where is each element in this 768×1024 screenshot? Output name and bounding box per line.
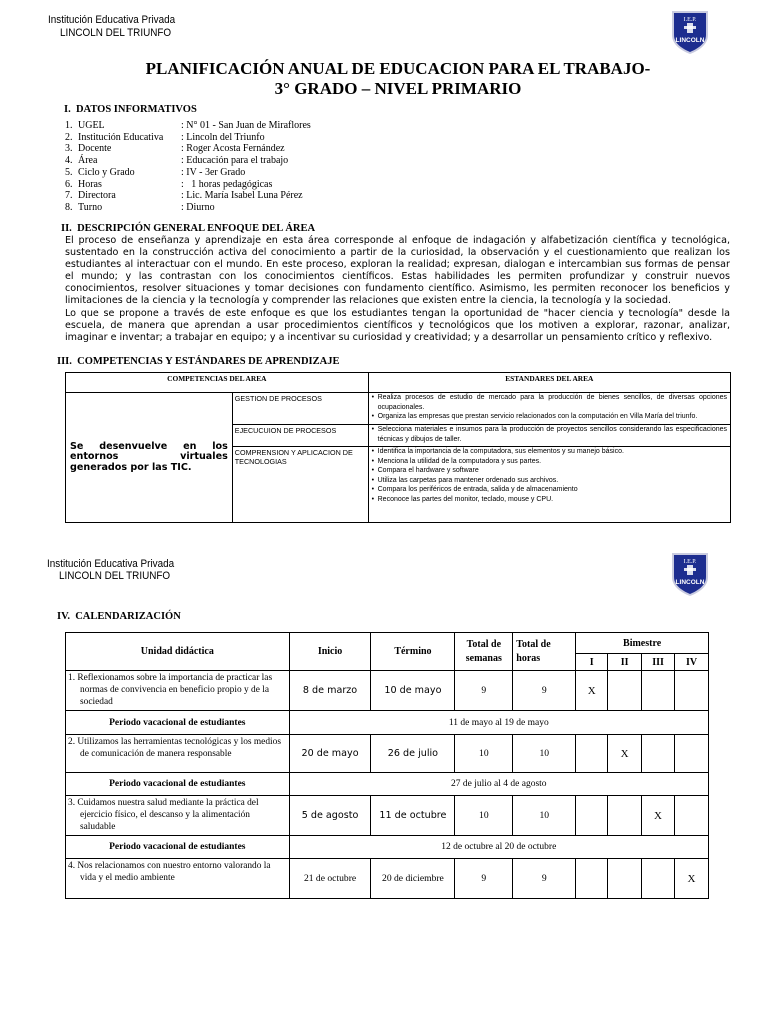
- table-row: [66, 735, 709, 773]
- capacidad-cell: EJECUCUION DE PROCESOS: [232, 425, 368, 447]
- vacation-label: Periodo vacacional de estudiantes: [66, 773, 290, 796]
- unit-cell: [66, 735, 290, 773]
- logo-main-text: LINCOLN: [675, 37, 705, 44]
- vacation-label: Periodo vacacional de estudiantes: [66, 836, 290, 859]
- info-value: : 1 horas pedagógicas: [181, 178, 273, 190]
- section-1-heading: [64, 104, 197, 115]
- estandares-cell: [368, 447, 730, 523]
- table-row: [66, 859, 709, 899]
- bimestre-2-mark: [608, 671, 642, 711]
- col-header-unidad: Unidad didáctica: [66, 633, 290, 671]
- list-item: • Compara el hardware y software: [372, 466, 727, 476]
- section-4-heading: [57, 611, 181, 622]
- section-3-number: III.: [57, 356, 72, 367]
- calendar-table: [65, 632, 709, 899]
- section-2-heading: [61, 223, 315, 234]
- list-item: • Compara los periféricos de entrada, salida y de almacenamiento: [372, 485, 727, 495]
- col-header-bimestre-1: I: [576, 654, 608, 671]
- section-4-title: CALENDARIZACIÓN: [75, 611, 181, 622]
- vacation-label: Periodo vacacional de estudiantes: [66, 711, 290, 735]
- logo-top-text: I.E.P.: [683, 559, 697, 565]
- institution-name-page-2: LINCOLN DEL TRIUNFO: [59, 570, 171, 582]
- estandares-cell: [368, 393, 730, 425]
- vacation-row: [66, 711, 709, 735]
- info-num: 1.: [65, 120, 73, 131]
- capacidad-cell: GESTION DE PROCESOS: [232, 393, 368, 425]
- info-num: 2.: [65, 131, 73, 143]
- semanas-cell: 10: [455, 796, 513, 836]
- section-1-number: I.: [64, 104, 71, 115]
- col-header-bimestre-4: IV: [675, 654, 709, 671]
- info-label: Directora: [78, 190, 116, 202]
- info-label: Institución Educativa: [78, 131, 164, 143]
- bimestre-2-mark: [608, 859, 642, 899]
- info-num: 6.: [65, 178, 73, 190]
- bimestre-3-mark: [642, 671, 675, 711]
- logo-main-text: LINCOLN: [675, 579, 705, 586]
- col-header-termino: Término: [371, 633, 455, 671]
- section-3-title: COMPETENCIAS Y ESTÁNDARES DE APRENDIZAJE: [77, 356, 340, 367]
- list-item: • Reconoce las partes del monitor, teclado, mouse y CPU.: [372, 495, 727, 505]
- col-header-bimestre-2: II: [608, 654, 642, 671]
- info-label: Turno: [78, 201, 103, 213]
- competencia-cell: Se desenvuelve en los entornos virtuales generados por las TIC.: [66, 393, 233, 523]
- title-line-1: PLANIFICACIÓN ANUAL DE EDUCACION PARA EL TRABAJO-: [145, 59, 651, 78]
- school-logo-page-2: [670, 551, 710, 602]
- institution-type-page-2: Institución Educativa Privada: [47, 558, 175, 570]
- termino-cell: 10 de mayo: [371, 671, 455, 711]
- unit-cell: [66, 859, 290, 899]
- bimestre-1-mark: [576, 859, 608, 899]
- col-header-horas: Total de horas: [513, 633, 576, 671]
- info-value: : Educación para el trabajo: [181, 155, 289, 167]
- col-header-inicio: Inicio: [289, 633, 371, 671]
- list-item: • Organiza las empresas que prestan servicio relacionados con la computación en Villa María del triunfo.: [372, 412, 727, 422]
- unit-text: 1. Reflexionamos sobre la importancia de practicar las normas de convivencia en beneficio propio y de la sociedad: [68, 673, 273, 707]
- info-value: : Lic. María Isabel Luna Pérez: [181, 190, 303, 202]
- inicio-cell: 20 de mayo: [289, 735, 371, 773]
- info-label: Área: [78, 155, 98, 167]
- bimestre-2-mark: X: [608, 735, 642, 773]
- section-1-title: DATOS INFORMATIVOS: [75, 104, 197, 115]
- info-num: 5.: [65, 166, 73, 178]
- capacidad-cell: COMPRENSION Y APLICACION DE TECNOLOGIAS: [232, 447, 368, 523]
- estandares-cell: [368, 425, 730, 447]
- horas-cell: 10: [513, 735, 576, 773]
- termino-cell: 20 de diciembre: [371, 859, 455, 899]
- vacation-row: [66, 836, 709, 859]
- inicio-cell: 8 de marzo: [289, 671, 371, 711]
- title-line-2: 3° GRADO – NIVEL PRIMARIO: [274, 79, 522, 98]
- col-header-bimestre: Bimestre: [576, 633, 709, 654]
- bimestre-3-mark: [642, 735, 675, 773]
- bimestre-4-mark: [675, 796, 709, 836]
- bimestre-1-mark: [576, 796, 608, 836]
- bimestre-1-mark: [576, 735, 608, 773]
- vacation-range: 11 de mayo al 19 de mayo: [289, 711, 708, 735]
- info-label: Docente: [78, 143, 112, 155]
- horas-cell: 10: [513, 796, 576, 836]
- list-item: • Realiza procesos de estudio de mercado para la producción de bienes sencillos, de diversas opciones ocupacionales.: [372, 393, 727, 412]
- info-list: [65, 120, 465, 216]
- unit-cell: [66, 796, 290, 836]
- col-header-estandares: ESTANDARES DEL AREA: [368, 373, 730, 393]
- bimestre-4-mark: X: [675, 859, 709, 899]
- info-label: Horas: [78, 178, 102, 190]
- info-num: 7.: [65, 190, 73, 202]
- calendar-header-row: [66, 633, 709, 654]
- col-header-competencias: COMPETENCIAS DEL AREA: [66, 373, 369, 393]
- semanas-cell: 10: [455, 735, 513, 773]
- horas-cell: 9: [513, 859, 576, 899]
- info-label: UGEL: [78, 120, 105, 131]
- table-row: [66, 393, 731, 425]
- bimestre-3-mark: X: [642, 796, 675, 836]
- description-paragraph-1: El proceso de enseñanza y aprendizaje en esta área corresponde al enfoque de indagación y alfabetización científica y tecnológica, sustentado en la construcción activa del conocimiento a partir de la curiosidad, la observación y el cuestionamiento que realizan los estudiantes al interactuar con el mundo. En este proceso, exploran la realidad; expresan, dialogan e intercambian sus formas de pensar el mundo; y las contrastan con los conocimientos científicos. Estas habilidades les permiten profundizar y construir nuevos conocimientos, resolver situaciones y tomar decisiones con fundamento científico. Asimismo, les permiten reconocer los beneficios y limitaciones de la ciencia y la tecnología y comprender las relaciones que existen entre la ciencia, la tecnología y la sociedad.: [65, 235, 730, 307]
- vacation-row: [66, 773, 709, 796]
- info-value: : N° 01 - San Juan de Miraflores: [181, 120, 311, 131]
- semanas-cell: 9: [455, 671, 513, 711]
- info-num: 4.: [65, 155, 73, 167]
- table-header-row: [66, 373, 731, 393]
- info-value: : Diurno: [181, 201, 215, 213]
- col-header-semanas: Total de semanas: [455, 633, 513, 671]
- termino-cell: 26 de julio: [371, 735, 455, 773]
- competencies-table: [65, 372, 731, 523]
- unit-text: 3. Cuidamos nuestra salud mediante la práctica del ejercicio físico, el descanso y la alimentación saludable: [68, 798, 259, 832]
- table-row: [66, 796, 709, 836]
- bimestre-2-mark: [608, 796, 642, 836]
- logo-top-text: I.E.P.: [683, 17, 697, 23]
- bimestre-1-mark: X: [576, 671, 608, 711]
- inicio-cell: 5 de agosto: [289, 796, 371, 836]
- bimestre-3-mark: [642, 859, 675, 899]
- unit-text: 4. Nos relacionamos con nuestro entorno valorando la vida y el medio ambiente: [68, 861, 271, 883]
- section-4-number: IV.: [57, 611, 70, 622]
- info-label: Ciclo y Grado: [78, 166, 135, 178]
- area-description: [65, 235, 730, 344]
- description-paragraph-2: Lo que se propone a través de este enfoque es que los estudiantes tengan la oportunidad de "hacer ciencia y tecnología" desde la escuela, de manera que aprendan a usar procedimientos científicos y tecnológicos que los motiven a explorar, razonar, analizar, imaginar e inventar; a trabajar en equipo; y a incentivar su curiosidad y creatividad; y a desarrollar un pensamiento crítico y reflexivo.: [65, 307, 730, 343]
- vacation-range: 27 de julio al 4 de agosto: [289, 773, 708, 796]
- section-3-heading: [57, 356, 340, 367]
- list-item: • Selecciona materiales e insumos para la producción de proyectos sencillos considerando las especificaciones técnicas y dibujos de taller.: [372, 425, 727, 444]
- section-2-title: DESCRIPCIÓN GENERAL ENFOQUE DEL ÁREA: [77, 223, 316, 234]
- termino-cell: 11 de octubre: [371, 796, 455, 836]
- semanas-cell: 9: [455, 859, 513, 899]
- col-header-bimestre-3: III: [642, 654, 675, 671]
- inicio-cell: 21 de octubre: [289, 859, 371, 899]
- list-item: • Identifica la importancia de la computadora, sus elementos y su manejo básico.: [372, 447, 727, 457]
- unit-cell: [66, 671, 290, 711]
- unit-text: 2. Utilizamos las herramientas tecnológicas y los medios de comunicación de manera responsable: [68, 737, 281, 759]
- list-item: • Utiliza las carpetas para mantener ordenado sus archivos.: [372, 476, 727, 486]
- list-item: • Menciona la utilidad de la computadora y sus partes.: [372, 457, 727, 467]
- table-row: [66, 671, 709, 711]
- info-num: 3.: [65, 143, 73, 155]
- info-value: : IV - 3er Grado: [181, 166, 246, 178]
- info-value: : Lincoln del Triunfo: [181, 131, 265, 143]
- page-title: [60, 59, 736, 99]
- info-value: : Roger Acosta Fernández: [181, 143, 285, 155]
- info-num: 8.: [65, 201, 73, 213]
- institution-name: LINCOLN DEL TRIUNFO: [60, 27, 172, 39]
- section-2-number: II.: [61, 223, 72, 234]
- school-logo: [670, 9, 710, 60]
- bimestre-4-mark: [675, 735, 709, 773]
- vacation-range: 12 de octubre al 20 de octubre: [289, 836, 708, 859]
- horas-cell: 9: [513, 671, 576, 711]
- bimestre-4-mark: [675, 671, 709, 711]
- institution-type: Institución Educativa Privada: [48, 14, 176, 26]
